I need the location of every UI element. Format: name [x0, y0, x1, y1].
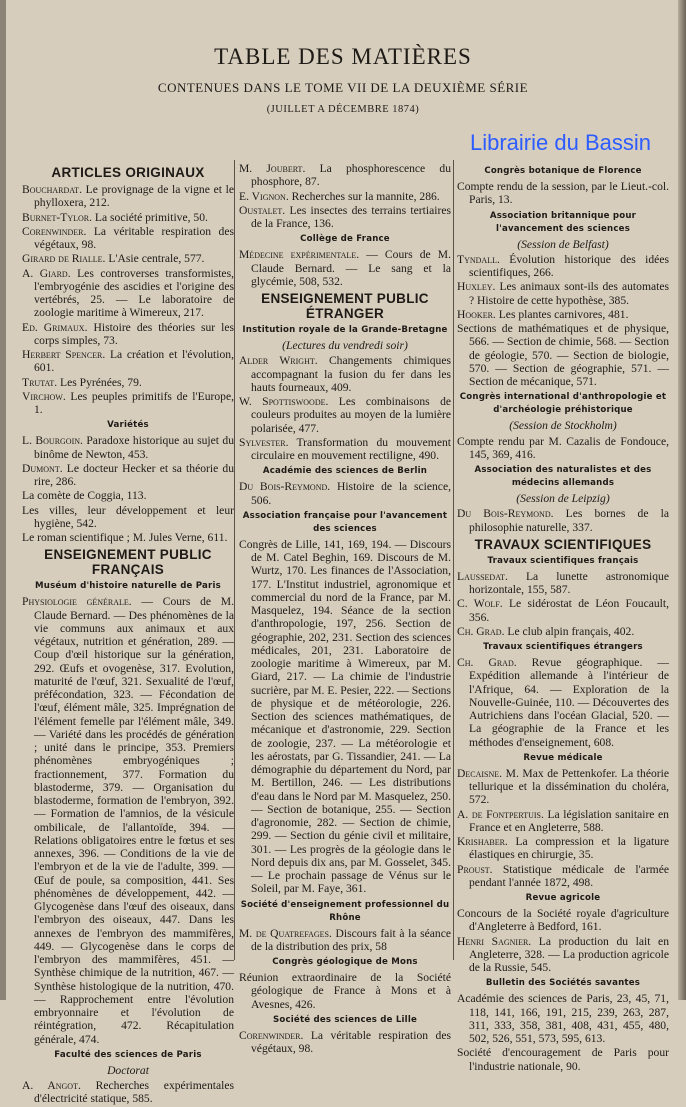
- page-edge-right: [678, 0, 686, 1000]
- entry-text: Le club alpin français, 402.: [504, 624, 635, 638]
- subsection-heading: Société des sciences de Lille: [272, 1014, 418, 1025]
- entry-author: Sylvester.: [239, 435, 289, 449]
- toc-entry: [239, 204, 451, 231]
- entry-text: Les combinaisons de couleurs produites au moyen de la lumière polarisée, 477.: [251, 395, 452, 435]
- toc-entry: [239, 538, 451, 896]
- toc-entry: [239, 436, 451, 463]
- toc-entry: [457, 435, 669, 462]
- session-note: (Session de Leipzig): [516, 492, 610, 505]
- toc-entry: [22, 211, 234, 224]
- subsection-heading: Société d'enseignement professionnel du Rhône: [240, 899, 450, 923]
- subsection-heading: Variétés: [107, 420, 149, 431]
- entry-text: Congrès de Lille, 141, 169, 194. — Discours de M. Catel Beghin, 169. Discours de M. Wurtz, 170. Les finances de l'Association, 177. L'Institut industriel, agronomique et commercial du nord de la France, par M. Masquelez, 194. Séance de la section d'anthropologie, 197, 256. Section de géographie, 202, 231. Section des sciences médicales, 201, 231. Laboratoire de zoologie maritime à Wimereux, par M. Giard, 217. — La chimie de l'industrie sucrière, par M. E. Pesier, 222. — Sections de physique et de météorologie, 226. Section des sciences mathématiques, de mécanique et d'astronomie, 229. Section de zoologie, 237. — La météorologie et les aérostats, par G. Tissandier, 241. — La démographie du département du Nord, par M. Bertillon, 246. — Les distributions d'eau dans le Nord par M. Masquelez, 250. — Section de botanique, 255. — Section d'agronomie, 282. — Section de chimie, 299. — Section du génie civil et militaire, 301. — Les progrès de la géologie dans le Nord depuis dix ans, par M. Gosselet, 345. — Le prochain passage de Vénus sur le Soleil, par M. Faye, 361.: [239, 537, 451, 896]
- subsection-heading: Congrès international d'anthropologie et d'archéologie préhistorique: [459, 392, 667, 416]
- subsection-heading: Académie des sciences de Berlin: [262, 466, 428, 477]
- toc-entry: [239, 190, 451, 203]
- entry-author: Hooker.: [457, 307, 496, 321]
- page-period: (JUILLET A DÉCEMBRE 1874): [266, 104, 420, 115]
- entry-text: Académie des sciences de Paris, 23, 45, 71, 118, 141, 166, 191, 215, 239, 263, 287, 311, 333, 358, 381, 408, 431, 455, 480, 502, 526, 551, 573, 595, 613.: [457, 992, 669, 1045]
- entry-text: Les animaux sont-ils des automates ? Histoire de cette hypothèse, 385.: [469, 280, 669, 307]
- subsection-heading: Bulletin des Sociétés savantes: [485, 978, 641, 989]
- toc-entry: [239, 354, 451, 394]
- column-middle: [239, 162, 451, 1056]
- entry-author: Ch. Grad.: [457, 624, 505, 638]
- toc-entry: [457, 322, 669, 388]
- entry-text: La société primitive, 50.: [92, 210, 208, 224]
- section-heading: ARTICLES ORIGINAUX: [51, 165, 205, 180]
- toc-entry: [22, 267, 234, 320]
- entry-author: Bouchardat.: [22, 183, 82, 196]
- toc-entry: [457, 863, 669, 890]
- entry-text: La production du lait en Angleterre, 328. — La production agricole de la Russie, 545.: [469, 934, 669, 974]
- subsection-heading: Association britannique pour l'avancement des sciences: [489, 210, 637, 234]
- entry-text: La phosphorescence du phosphore, 87.: [251, 162, 451, 189]
- toc-entry: [457, 835, 669, 862]
- subsection-heading: Travaux scientifiques français: [487, 555, 639, 566]
- entry-text: Recherches sur la mannite, 286.: [288, 189, 440, 203]
- toc-entry: [457, 767, 669, 807]
- entry-author: Ch. Grad.: [457, 656, 517, 669]
- entry-author: Herbert Spencer.: [22, 348, 106, 361]
- entry-text: La véritable respiration des végétaux, 98.: [251, 1028, 451, 1055]
- entry-text: — Cours de M. Claude Bernard. — Le sang et la glycémie, 508, 532.: [251, 248, 451, 288]
- toc-entry: [22, 348, 234, 375]
- toc-entry: [457, 280, 669, 307]
- entry-text: Les controverses transformistes, l'embryogénie des ascidies et l'origine des vertébrés, 25. — Le laboratoire de zoologie maritime à Wimereux, 217.: [34, 266, 234, 320]
- entry-text: La lunette astronomique horizontale, 155, 587.: [469, 569, 669, 596]
- toc-entry: [22, 376, 234, 389]
- entry-text: Les Pyrénées, 79.: [57, 375, 142, 389]
- entry-author: M. Joubert.: [239, 162, 306, 175]
- entry-author: Du Bois-Reymond.: [239, 480, 331, 494]
- page-title: TABLE DES MATIÈRES: [214, 44, 472, 69]
- entry-text: La compression et la ligature élastiques en chirurgie, 35.: [469, 835, 669, 862]
- subsection-heading: Faculté des sciences de Paris: [54, 1049, 202, 1060]
- entry-author: W. Spottiswoode.: [239, 395, 329, 408]
- entry-author: Trutat.: [22, 375, 58, 389]
- toc-entry: [457, 1046, 669, 1073]
- toc-entry: [22, 321, 234, 348]
- entry-text: Paradoxe historique au sujet du binôme de Newton, 453.: [34, 434, 234, 461]
- toc-entry: [22, 183, 234, 210]
- entry-text: La véritable respiration des végétaux, 98.: [34, 224, 234, 251]
- entry-text: Sections de mathématiques et de physique, 566. — Section de chimie, 568. — Section de géologie, 570. — Section de biologie, 570. — Section de géographie, 571. — Section de mécanique, 571.: [457, 322, 669, 388]
- entry-text: Discours fait à la séance de la distribution des prix, 58: [251, 926, 451, 953]
- entry-author: Du Bois-Reymond.: [457, 507, 554, 521]
- entry-text: Le sidérostat de Léon Foucault, 356.: [469, 597, 670, 624]
- session-note: (Lectures du vendredi soir): [282, 339, 408, 352]
- entry-text: Réunion extraordinaire de la Société géologique de France à Mons et à Avesnes, 426.: [239, 971, 451, 1011]
- subsection-heading: Association des naturalistes et des médecins allemands: [474, 465, 652, 488]
- toc-entry: [239, 480, 451, 507]
- toc-entry: [457, 308, 669, 321]
- toc-entry: [457, 180, 669, 207]
- session-note: (Session de Stockholm): [509, 419, 617, 433]
- page-subtitle: CONTENUES DANS LE TOME VII DE LA DEUXIÈME SÉRIE: [157, 80, 529, 95]
- toc-entry: [239, 1029, 451, 1056]
- entry-author: Dumont.: [22, 461, 63, 475]
- toc-entry: [457, 507, 669, 534]
- entry-text: Les bornes de la philosophie naturelle, 337.: [469, 507, 669, 534]
- entry-text: Le provignage de la vigne et le phylloxera, 212.: [34, 183, 234, 210]
- entry-text: Concours de la Société royale d'agriculture d'Angleterre à Bedford, 161.: [457, 907, 669, 934]
- entry-author: Corenwinder.: [239, 1028, 304, 1042]
- column-divider: [453, 160, 454, 960]
- entry-author: E. Vignon.: [239, 189, 289, 203]
- toc-entry: [457, 570, 669, 597]
- subsection-heading: Congrès botanique de Florence: [484, 166, 642, 176]
- subsection-heading: Travaux scientifiques étrangers: [483, 642, 643, 652]
- entry-author: Burnet-Tylor.: [22, 210, 93, 224]
- entry-text: La comète de Coggia, 113.: [22, 489, 147, 503]
- entry-author: Girard de Rialle.: [22, 252, 106, 266]
- toc-entry: [457, 597, 669, 624]
- entry-author: A. Angot.: [22, 1079, 81, 1092]
- toc-entry: [457, 808, 669, 835]
- entry-author: Laussedat.: [457, 569, 508, 583]
- session-note: (Session de Belfast): [517, 237, 609, 251]
- entry-author: Proust.: [457, 862, 493, 876]
- entry-author: Alder Wright.: [239, 354, 318, 368]
- entry-author: Corenwinder.: [22, 224, 87, 238]
- entry-text: Compte rendu par M. Cazalis de Fondouce, 145, 369, 416.: [457, 434, 669, 461]
- toc-entry: [457, 656, 669, 749]
- entry-text: La création et l'évolution, 601.: [34, 348, 234, 375]
- entry-text: Les villes, leur développement et leur hygiène, 542.: [22, 503, 234, 530]
- column-divider: [234, 160, 235, 960]
- entry-text: — Cours de M. Claude Bernard. — Des phénomènes de la vie communs aux animaux et aux végétaux, nutrition et génération, 289. — Coup d'œil historique sur la génération, 292. Œufs et ovogenèse, 317. Evolution, maturité de l'œuf, 321. Sexualité de l'œuf, préfécondation, 323. — Fécondation de l'œuf, élément mâle, 325. Imprégnation de l'élément femelle par l'élément mâle, 349. — Variété dans les procédés de génération ; unité dans le principe, 353. Premiers phénomènes embryogéniques ; fractionnement, 377. Formation du blastoderme, 379. — Organisation du blastoderme, formation de l'embryon, 392. — Formation de l'amnios, de la vésicule ombilicale, de l'allantoïde, 394. — Relations obligatoires entre le fœtus et ses annexes, 396. — Conditions de la vie de l'embryon et de la vie de l'adulte, 399. — Œuf de poule, sa composition, 441. Ses phénomènes de développement, 442. — Glycogenèse dans l'œuf des oiseaux, dans l'embryon des oiseaux, 447. Dans les annexes de l'embryon des mammifères, 449. — Glycogenèse dans le corps de l'embryon des mammifères, 451. — Synthèse chimique de la nutrition, 467. — Synthèse histologique de la nutrition, 470. — Rapprochement entre l'évolution embryonnaire et l'évolution de réintégration, 472. Récapitulation générale, 474.: [34, 595, 234, 1046]
- subsection-heading: Revue médicale: [523, 752, 603, 763]
- toc-entry: [239, 927, 451, 954]
- subsection-heading: Revue agricole: [525, 893, 601, 903]
- toc-entry: [457, 253, 669, 280]
- session-note: Doctorat: [107, 1063, 149, 1077]
- entry-author: Médecine expérimentale.: [239, 248, 360, 262]
- entry-author: M. de Quatrefages.: [239, 926, 332, 940]
- entry-text: Les peuples primitifs de l'Europe, 1.: [34, 389, 234, 416]
- toc-entry: [22, 1079, 234, 1106]
- entry-author: C. Wolf.: [457, 597, 503, 611]
- toc-entry: [22, 595, 234, 1046]
- entry-text: L'Asie centrale, 577.: [105, 252, 205, 266]
- toc-entry: [22, 462, 234, 489]
- entry-text: Le roman scientifique ; M. Jules Verne, 611.: [22, 531, 228, 544]
- subsection-heading: Institution royale de la Grande-Bretagne: [242, 325, 448, 335]
- entry-text: Changements chimiques accompagnant la fusion du fer dans les hauts fourneaux, 409.: [251, 354, 452, 394]
- entry-text: Histoire des théories sur les corps simples, 73.: [34, 320, 235, 347]
- toc-entry: [457, 907, 669, 934]
- toc-entry: [22, 434, 234, 461]
- watermark: Librairie du Bassin: [470, 130, 651, 155]
- page-edge-left: [0, 0, 6, 1000]
- toc-entry: [239, 162, 451, 189]
- entry-author: Ed. Grimaux.: [22, 320, 88, 334]
- toc-entry: [22, 390, 234, 417]
- section-heading: ENSEIGNEMENT PUBLIC ÉTRANGER: [261, 291, 429, 321]
- entry-author: L. Bourgoin.: [22, 434, 83, 448]
- entry-author: Huxley.: [457, 280, 496, 294]
- entry-text: La législation sanitaire en France et en Angleterre, 588.: [469, 807, 669, 834]
- subsection-heading: Association française pour l'avancement des sciences: [242, 510, 448, 534]
- entry-author: Physiologie générale.: [22, 595, 132, 609]
- toc-entry: [22, 225, 234, 252]
- toc-entry: [239, 971, 451, 1011]
- subsection-heading: Collège de France: [300, 234, 390, 245]
- entry-text: Les insectes des terrains tertiaires de la France, 136.: [251, 203, 451, 230]
- toc-entry: [457, 992, 669, 1045]
- entry-text: Le docteur Hecker et sa théorie du rire, 286.: [34, 461, 234, 488]
- section-heading: TRAVAUX SCIENTIFIQUES: [474, 536, 652, 552]
- subsection-heading: Muséum d'histoire naturelle de Paris: [35, 581, 221, 592]
- entry-author: Virchow.: [22, 389, 66, 403]
- column-right: [457, 162, 669, 1074]
- toc-entry: [22, 504, 234, 531]
- entry-text: Revue géographique. — Expédition allemande à l'intérieur de l'Afrique, 64. — Exploration de la Nouvelle-Guinée, 110. — Découvertes des Autrichiens dans l'océan Glacial, 520. — La géographie de la France et les méthodes d'enseignement, 608.: [469, 656, 669, 749]
- toc-entry: [239, 395, 451, 435]
- entry-author: A. Giard.: [22, 266, 71, 280]
- toc-entry: [22, 252, 234, 265]
- subsection-heading: Congrès géologique de Mons: [272, 957, 418, 967]
- entry-text: M. Max de Pettenkofer. La théorie tellurique et la dissémination du choléra, 572.: [469, 766, 669, 807]
- entry-text: Évolution historique des idées scientifiques, 266.: [469, 252, 669, 279]
- entry-author: Krishaber.: [457, 835, 508, 848]
- entry-author: A. de Fontpertuis.: [457, 807, 544, 821]
- entry-author: Tyndall.: [457, 252, 500, 266]
- entry-text: Société d'encouragement de Paris pour l'industrie nationale, 90.: [457, 1046, 669, 1073]
- section-heading: ENSEIGNEMENT PUBLIC FRANÇAIS: [44, 547, 212, 578]
- entry-text: Statistique médicale de l'armée pendant l'année 1872, 498.: [469, 862, 669, 889]
- entry-text: Compte rendu de la session, par le Lieut.-col. Paris, 13.: [457, 180, 669, 207]
- toc-entry: [457, 935, 669, 975]
- entry-author: Decaisne.: [457, 766, 503, 780]
- toc-entry: [22, 531, 234, 544]
- entry-text: Recherches expérimentales d'électricité statique, 585.: [34, 1079, 234, 1106]
- entry-author: Oustalet.: [239, 203, 286, 217]
- entry-author: Henri Sagnier.: [457, 934, 532, 948]
- entry-text: Transformation du mouvement circulaire en mouvement rectiligne, 490.: [251, 435, 451, 462]
- entry-text: Les plantes carnivores, 481.: [495, 307, 629, 321]
- toc-entry: [22, 489, 234, 502]
- toc-entry: [457, 625, 669, 638]
- column-left: [22, 162, 234, 1107]
- entry-text: Histoire de la science, 506.: [251, 480, 451, 507]
- toc-entry: [239, 248, 451, 288]
